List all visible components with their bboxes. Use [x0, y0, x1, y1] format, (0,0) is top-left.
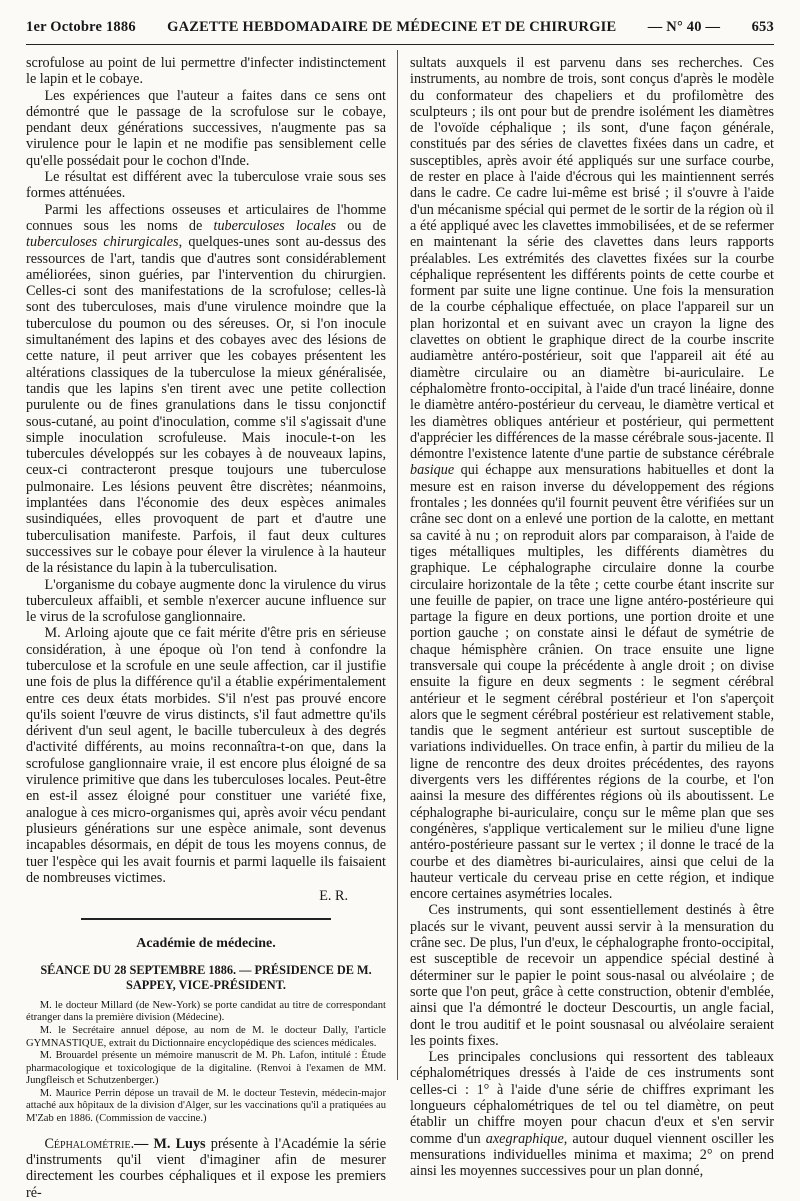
italic-term: axegraphique	[485, 1130, 564, 1147]
session-note: M. Brouardel présente un mémoire manuscrit de M. Ph. Lafon, intitulé : Étude pharmacologique et toxicologique de la digitaline. (Renvoi à l'examen de MM. Jungfleisch et Schutzenberger.)	[26, 1050, 386, 1087]
paragraph	[26, 202, 386, 577]
header-page-number: 653	[751, 18, 774, 35]
text-run: Parmi les affections osseuses et articulaires de l'homme connues sous les noms de	[26, 201, 386, 234]
header-title: GAZETTE HEBDOMADAIRE DE MÉDECINE ET DE CHIRURGIE	[167, 18, 617, 35]
italic-term: tuberculoses chirurgicales	[26, 234, 179, 251]
speaker-name: — M. Luys	[134, 1135, 206, 1152]
italic-term: basique	[410, 462, 455, 479]
header-date: 1er Octobre 1886	[26, 18, 136, 35]
left-column	[26, 55, 386, 1201]
paragraph: L'organisme du cobaye augmente donc la virulence du virus tuberculeux affaibli, et semble n'exercer aucune influence sur le virus de la scrofulose ganglionnaire.	[26, 576, 386, 626]
column-divider	[397, 50, 398, 1080]
text-run: ou de	[336, 217, 386, 234]
paragraph: scrofulose au point de lui permettre d'infecter indistinctement le lapin et le cobaye.	[26, 55, 386, 88]
header-issue: — N° 40 —	[647, 18, 721, 35]
paragraph: M. Arloing ajoute que ce fait mérite d'être pris en sérieuse considération, à une époque où l'on tend à confondre la tuberculose et la scrofule en une seule affection, car il justifie une fois de plus la différence qu'il a établie expérimentalement entre ces deux états morbides. S'il n'est pas prouvé encore qu'ils soient l'œuvre de virus distincts, s'il faut admettre qu'ils dérivent d'un seul agent, le bacille tuberculeux à des degrés d'activité différents, au moins reconnaîtra-t-on que, dans la scrofulose ganglionnaire vraie, il est encore plus éloigné de sa virulence primitive que dans les tuberculoses locales. Peut-être en est-il assez éloigné pour constituer une variété fixe, analogue à ces micro-organismes qui, après avoir vécu pendant plusieurs générations sur une espèce animale, sont devenus incapables désormais, en dépit de tous les moyens connus, de tuer l'espèce qui les avait fournis et parmi laquelle ils faisaient de nombreuses victimes.	[26, 625, 386, 886]
paragraph: Ces instruments, qui sont essentiellement destinés à être placés sur le vivant, peuvent aussi servir à la mensuration du crâne sec. De plus, l'un d'eux, le céphalographe fronto-occipital, est susceptible de recevoir un appendice spécial destiné à déterminer sur le papier le point sous-nasal ou alvéolaire ; de sorte que l'on peut, grâce à cette construction, obtenir d'emblée, ainsi que l'a démontré le docteur Descourtis, un angle facial, dont le trou auditif et le point sousnasal ou alvéolaire seraient les points fixes.	[410, 902, 774, 1049]
paragraph	[410, 55, 774, 902]
author-signature: E. R.	[319, 888, 348, 905]
right-column	[410, 55, 774, 1180]
text-run: , autour duquel viennent osciller les mensurations individuelles minima et maxima; 2° on prend ainsi les moyennes successives pour un plan donné,	[410, 1130, 774, 1180]
section-title: Académie de médecine.	[136, 936, 276, 952]
paragraph	[26, 1136, 386, 1201]
text-run: qui échappe aux mensurations habituelles et dont la mesure est en raison inverse du développement des régions frontales ; les données qu'il fournit peuvent être vérifiées sur un crâne sec dont on a enlevé une portion de la calotte, en mettant sa cavité à nu ; on reproduit alors par comparaison, à l'aide de tiges métalliques multiples, les différents diamètres du graphique. Le céphalographe circulaire donne la courbe circulaire horizontale de la tête ; cette courbe étant inscrite sur une feuille de papier, on trace une ligne antéro-postérieure qui partage la figure en deux portions, une portion droite et une portion gauche ; on constate ainsi le défaut de symétrie de chaque hémisphère crânien. On trace ensuite une ligne transversale qui coupe la précédente à angle droit ; on divise ensuite la figure en deux segments : le segment cérébral antérieur et le segment cérébral postérieur et l'on s'aperçoit alors que le segment cérébral postérieur est relativement stable, tandis que le segment antérieur est surtout susceptible de variations individuelles. On trace enfin, à partir du milieu de la ligne de rencontre des deux droites précédentes, des rayons divergents vers les différentes régions de la courbe, et l'on aainsi la mesure des différentes régions où ils aboutissent. Le céphalographe bi-auriculaire, conçu sur le même plan que ses congénères, s'applique verticalement sur le milieu d'une ligne antéro-postérieure passant sur le vertex ; il donne le tracé de la courbe et des diamètres bi-auriculaires, ainsi que celui de la hauteur verticale du cerveau prise en cette région, et indique encore certaines asymétries locales.	[410, 462, 774, 903]
section-separator	[81, 918, 331, 920]
paragraph: Les expériences que l'auteur a faites dans ce sens ont démontré que le passage de la scrofulose sur le cobaye, pendant deux générations successives, n'augmente pas sa virulence pour le lapin et ne modifie pas sensiblement celle qu'elle possédait pour le cochon d'Inde.	[26, 87, 386, 169]
session-note: M. le docteur Millard (de New-York) se porte candidat au titre de correspondant étranger dans la première division (Médecine).	[26, 999, 386, 1024]
paragraph: Le résultat est différent avec la tuberculose vraie sous ses formes atténuées.	[26, 169, 386, 202]
paragraph	[410, 1049, 774, 1179]
text-run: Les principales conclusions qui ressortent des tableaux céphalométriques dressés à l'aide de ces instruments sont celles-ci : 1° à l'aide d'une série de chiffres exprimant les longueurs céphalométriques de tel ou tel diamètre, on peut établir un chiffre moyen pour chacun d'eux et s'en servir comme d'un	[410, 1049, 774, 1147]
text-run: présente à l'Académie la série d'instruments qu'il vient d'imaginer afin de mesurer directement les courbes céphaliques et il expose les premiers ré-	[26, 1135, 386, 1201]
session-note: M. le Secrétaire annuel dépose, au nom de M. le docteur Dally, l'article GYMNASTIQUE, extrait du Dictionnaire encyclopédique des sciences médicales.	[26, 1024, 386, 1049]
session-notes	[26, 1000, 386, 1126]
section-lead: Céphalométrie.	[44, 1135, 135, 1152]
text-run: sultats auxquels il est parvenu dans ses recherches. Ces instruments, au nombre de trois, sont conçus d'après le modèle du conformateur des chapeliers et du profilomètre des sculpteurs ; ils ont pour but de prendre isolément les diamètres de l'ovoïde céphalique ; ils sont, d'une façon générale, constitués par des séries de clavettes fixées dans un cadre, et susceptibles, après avoir été appliqués sur une surface courbe, de rester en place à l'aide d'écrous qui les maintiennent serrés dans le cadre. Ce cadre lui-même est brisé ; il s'ouvre à l'aide d'un mécanisme spécial qui permet de le sortir de la région où il a été appliqué avec les clavettes immobilisées, et de se refermer en maintenant la série des clavettes dans leurs rapports préalables. Les extrémités des clavettes fixées sur la courbe céphalique représentent les différents points de cette courbe et forment par suite une ligne continue. Une fois la mensuration de la courbe céphalique effectuée, on place l'appareil sur un plan horizontal et en suivant avec un crayon la ligne des clavettes on obtient le graphique direct de la courbe inscrite audiamètre antéro-postérieur, soit que l'appareil ait été au diamètre circulaire ou an diamètre bi-auriculaire. Le céphalomètre fronto-occipital, à l'aide d'un tracé linéaire, donne le diamètre antéro-postérieur du cerveau, le diamètre vertical et les diamètres obliques antérieur et postérieur, qui permettent d'apprécier les différences de la masse cérébrale sous-jacente. Il démontre l'existence latente d'une partie de substance cérébrale	[410, 55, 774, 463]
session-heading: SÉANCE DU 28 SEPTEMBRE 1886. — PRÉSIDENCE DE M. SAPPEY, VICE-PRÉSIDENT.	[40, 962, 372, 992]
header-rule	[26, 44, 774, 45]
running-header	[26, 14, 774, 40]
italic-term: tuberculoses locales	[213, 217, 337, 234]
session-note: M. Maurice Perrin dépose un travail de M. le docteur Testevin, médecin-major attaché aux hôpitaux de la division d'Alger, sur les vaccinations qu'il a pratiquées au M'Zab en 1886. (Commission de vaccine.)	[26, 1087, 386, 1125]
text-run: , quelques-unes sont au-dessus des ressources de l'art, tandis que d'autres sont considérablement améliorées, sinon guéries, par l'intervention du chirurgien. Celles-ci sont des manifestations de la scrofulose; celles-là sont des tuberculoses, mais d'une virulence moindre que la tuberculose du poumon ou des séreuses. Or, si l'on inocule simultanément des lapins et des cobayes avec des lésions de cette nature, il peut arriver que les cobayes présentent les altérations classiques de la tuberculose la mieux généralisée, tandis que les lapins s'en tirent avec une petite collection purulente ou de fines granulations dans le tissu conjonctif sous-cutané, au point d'inoculation, comme s'il s'agissait d'une simple inoculation scrofuleuse. Mais inocule-t-on les tubercules développés sur les cobayes à de nouveaux lapins, ceux-ci contracteront presque toujours une tuberculose pulmonaire. Les lésions peuvent être discrètes; néanmoins, implantées dans l'économie des deux espèces animales susindiquées, elles provoquent de part et d'autre une tuberculisation manifeste. Parfois, il faut deux cultures successives sur le cobaye pour élever la virulence à la hauteur de la résistance du lapin à la tuberculisation.	[26, 234, 386, 577]
